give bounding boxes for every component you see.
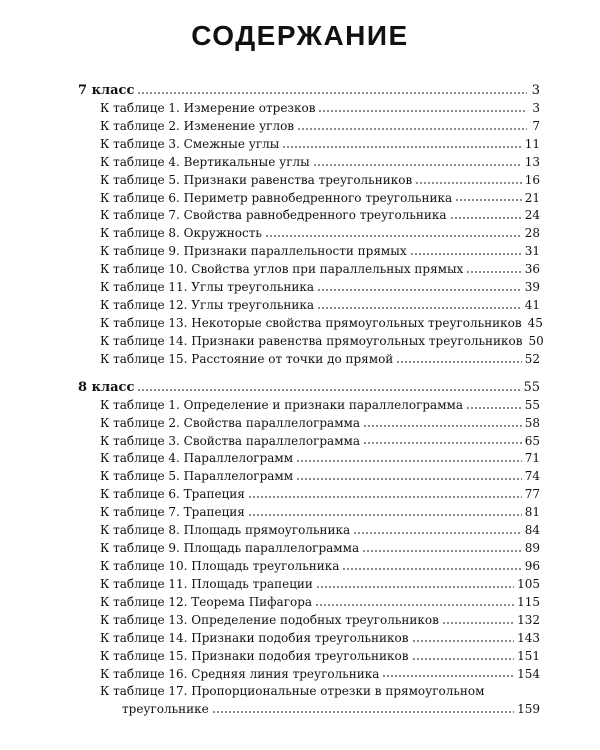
- page-number: 115: [517, 594, 540, 609]
- entry-label: К таблице 13. Определение подобных треугольников: [100, 612, 439, 627]
- entry-label: К таблице 10. Свойства углов при параллельных прямых: [100, 262, 464, 277]
- entry-label: К таблице 1. Измерение отрезков: [100, 100, 316, 115]
- dot-leader: [265, 235, 522, 237]
- page-number: 143: [517, 630, 540, 645]
- page-number: 89: [524, 541, 540, 556]
- entry-label: К таблице 3. Свойства параллелограмма: [100, 433, 361, 448]
- page-number: 159: [517, 702, 540, 717]
- entry-label: К таблице 8. Окружность: [100, 226, 262, 241]
- toc-entry[interactable]: [78, 100, 540, 118]
- entry-label: К таблице 17. Пропорциональные отрезки в прямоугольном: [100, 684, 485, 699]
- entry-label: К таблице 15. Расстояние от точки до прямой: [100, 351, 394, 366]
- toc-entry[interactable]: [78, 315, 543, 333]
- page-number: 71: [524, 451, 540, 466]
- toc-entry[interactable]: [78, 558, 540, 576]
- dot-leader: [415, 182, 522, 184]
- page-number: 55: [523, 379, 540, 395]
- page-number: 31: [524, 244, 540, 259]
- toc-entry[interactable]: [78, 136, 540, 154]
- toc-entry[interactable]: [78, 297, 540, 315]
- page-number: 77: [524, 487, 540, 502]
- entry-label: К таблице 7. Свойства равнобедренного треугольника: [100, 208, 447, 223]
- toc-entry[interactable]: [78, 630, 540, 648]
- dot-leader: [317, 289, 522, 291]
- dot-leader: [412, 658, 515, 660]
- page-number: 21: [524, 190, 540, 205]
- entry-label: К таблице 9. Площадь параллелограмма: [100, 541, 360, 556]
- entry-label: К таблице 12. Углы треугольника: [100, 298, 315, 313]
- entry-label: К таблице 10. Площадь треугольника: [100, 558, 340, 573]
- dot-leader: [212, 711, 514, 713]
- page-title: СОДЕРЖАНИЕ: [191, 20, 409, 51]
- dot-leader: [137, 389, 520, 391]
- entry-label: К таблице 13. Некоторые свойства прямоугольных треугольников: [100, 315, 522, 330]
- entry-label: К таблице 6. Трапеция: [100, 487, 245, 502]
- toc-entry[interactable]: [78, 540, 540, 558]
- toc-entry[interactable]: [78, 207, 540, 225]
- toc-entry[interactable]: [78, 333, 544, 351]
- entry-label: 8 класс: [78, 379, 135, 395]
- dot-leader: [362, 550, 522, 552]
- page-number: 3: [531, 83, 540, 98]
- entry-label: К таблице 5. Параллелограмм: [100, 469, 294, 484]
- dot-leader: [315, 604, 514, 606]
- toc-entry[interactable]: [78, 468, 540, 486]
- page-number: 50: [528, 333, 544, 348]
- toc-entry[interactable]: [78, 486, 540, 504]
- page-number: 45: [527, 315, 543, 330]
- dot-leader: [353, 532, 522, 534]
- toc-entry[interactable]: [78, 351, 540, 369]
- toc-entry[interactable]: [78, 154, 540, 172]
- toc-entry[interactable]: [78, 648, 540, 666]
- page-number: 65: [524, 433, 540, 448]
- page-number: 28: [524, 226, 540, 241]
- entry-label: К таблице 7. Трапеция: [100, 505, 245, 520]
- entry-label: К таблице 1. Определение и признаки параллелограмма: [100, 397, 464, 412]
- dot-leader: [137, 92, 527, 94]
- toc-entry[interactable]: [78, 594, 540, 612]
- page-number: 105: [517, 576, 540, 591]
- toc-entry[interactable]: [78, 118, 540, 136]
- page-number: 24: [524, 208, 540, 223]
- page-number: 16: [524, 172, 540, 187]
- page-number: 81: [524, 505, 540, 520]
- page-number: 11: [524, 136, 540, 151]
- toc-entry[interactable]: [78, 683, 540, 701]
- toc-entry[interactable]: [78, 522, 540, 540]
- table-of-contents: [78, 82, 544, 719]
- toc-entry[interactable]: [78, 225, 540, 243]
- entry-label: К таблице 14. Признаки равенства прямоугольных треугольников: [100, 333, 523, 348]
- entry-label: К таблице 2. Изменение углов: [100, 118, 295, 133]
- section-heading[interactable]: [78, 82, 540, 100]
- dot-leader: [466, 271, 521, 273]
- dot-leader: [455, 199, 522, 201]
- toc-entry[interactable]: [78, 190, 540, 208]
- entry-label: К таблице 11. Углы треугольника: [100, 280, 315, 295]
- entry-label: К таблице 8. Площадь прямоугольника: [100, 523, 351, 538]
- dot-leader: [318, 110, 527, 112]
- dot-leader: [363, 442, 522, 444]
- entry-label: К таблице 6. Периметр равнобедренного треугольника: [100, 190, 453, 205]
- page-number: 55: [524, 397, 540, 412]
- entry-label: К таблице 12. Теорема Пифагора: [100, 594, 313, 609]
- entry-label: 7 класс: [78, 83, 135, 98]
- dot-leader: [296, 460, 522, 462]
- page-number: 7: [532, 118, 540, 133]
- page-number: 84: [524, 523, 540, 538]
- entry-label: К таблице 9. Признаки параллельности прямых: [100, 244, 407, 259]
- dot-leader: [317, 307, 522, 309]
- dot-leader: [412, 640, 515, 642]
- dot-leader: [410, 253, 522, 255]
- page-number: 58: [524, 415, 540, 430]
- section-heading[interactable]: [78, 379, 540, 397]
- dot-leader: [296, 478, 522, 480]
- entry-label: К таблице 14. Признаки подобия треугольников: [100, 630, 409, 645]
- toc-entry[interactable]: [78, 397, 540, 415]
- toc-entry[interactable]: [78, 504, 540, 522]
- toc-entry[interactable]: [78, 433, 540, 451]
- page-number: 154: [517, 666, 540, 681]
- page-number: 39: [524, 280, 540, 295]
- dot-leader: [248, 514, 522, 516]
- page-number: 41: [524, 298, 540, 313]
- dot-leader: [313, 164, 522, 166]
- page-number: 13: [524, 154, 540, 169]
- entry-label: К таблице 4. Вертикальные углы: [100, 154, 310, 169]
- dot-leader: [450, 217, 522, 219]
- page-number: 36: [524, 262, 540, 277]
- dot-leader: [316, 586, 514, 588]
- page-number: 74: [524, 469, 540, 484]
- page-number: 3: [532, 100, 540, 115]
- toc-entry[interactable]: [78, 172, 540, 190]
- entry-label: К таблице 16. Средняя линия треугольника: [100, 666, 380, 681]
- toc-entry[interactable]: [78, 243, 540, 261]
- dot-leader: [342, 568, 521, 570]
- entry-label: треугольнике: [122, 702, 209, 717]
- toc-entry[interactable]: [78, 612, 540, 630]
- toc-entry[interactable]: [78, 576, 540, 594]
- page-number: 96: [524, 558, 540, 573]
- dot-leader: [363, 425, 522, 427]
- toc-entry-continuation[interactable]: [78, 701, 540, 719]
- page-number: 52: [524, 351, 540, 366]
- dot-leader: [396, 361, 521, 363]
- dot-leader: [297, 128, 527, 130]
- entry-label: К таблице 11. Площадь трапеции: [100, 576, 313, 591]
- entry-label: К таблице 15. Признаки подобия треугольников: [100, 648, 409, 663]
- entry-label: К таблице 2. Свойства параллелограмма: [100, 415, 361, 430]
- dot-leader: [382, 675, 514, 677]
- entry-label: К таблице 3. Смежные углы: [100, 136, 280, 151]
- toc-entry[interactable]: [78, 666, 540, 684]
- dot-leader: [442, 622, 514, 624]
- dot-leader: [248, 496, 522, 498]
- page-number: 132: [517, 612, 540, 627]
- dot-leader: [466, 407, 522, 409]
- entry-label: К таблице 4. Параллелограмм: [100, 451, 294, 466]
- entry-label: К таблице 5. Признаки равенства треугольников: [100, 172, 413, 187]
- toc-entry[interactable]: [78, 415, 540, 433]
- toc-entry[interactable]: [78, 450, 540, 468]
- toc-entry[interactable]: [78, 261, 540, 279]
- toc-entry[interactable]: [78, 279, 540, 297]
- page-number: 151: [517, 648, 540, 663]
- dot-leader: [282, 146, 521, 148]
